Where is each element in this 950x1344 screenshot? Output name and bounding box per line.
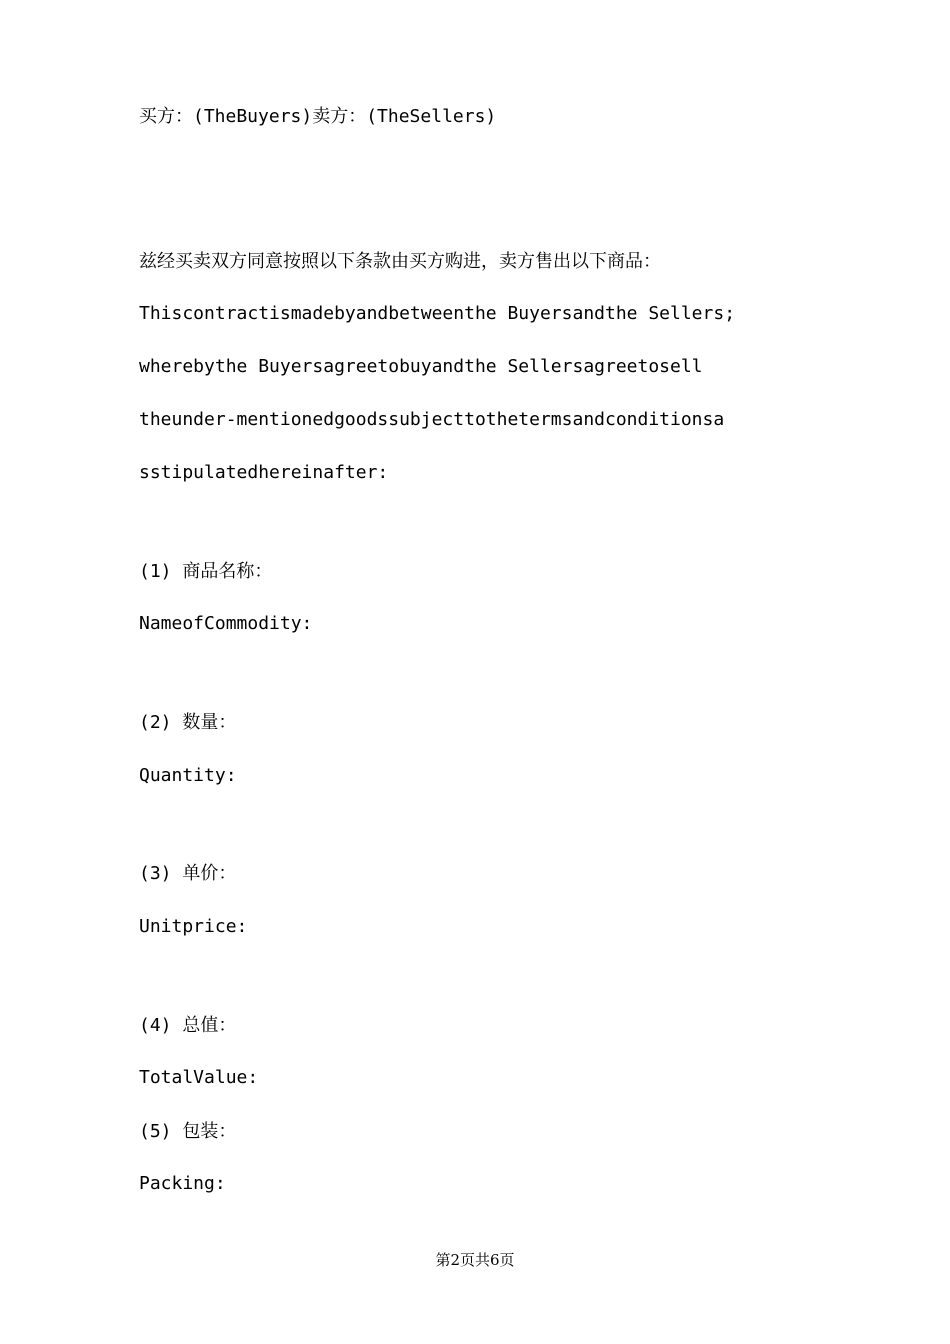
agreement-english-line-3: theunder-mentionedgoodssubjecttothetermsandconditionsa xyxy=(139,409,725,430)
agreement-english-line-1: Thiscontractismadebyandbetweenthe Buyersandthe Sellers; xyxy=(139,303,736,324)
item-commodity-name-cn: (1) 商品名称： xyxy=(139,561,273,582)
page-number-footer: 第2页共6页 xyxy=(435,1251,515,1269)
item-quantity-en: Quantity: xyxy=(139,765,237,786)
item-total-value-cn: (4) 总值： xyxy=(139,1015,237,1036)
item-packing-en: Packing: xyxy=(139,1173,226,1194)
item-quantity-cn: (2) 数量： xyxy=(139,712,237,733)
parties-line: 买方：(TheBuyers)卖方：(TheSellers) xyxy=(139,106,497,127)
item-unit-price-cn: (3) 单价： xyxy=(139,863,237,884)
item-commodity-name-en: NameofCommodity: xyxy=(139,613,313,634)
item-packing-cn: (5) 包装： xyxy=(139,1121,237,1142)
item-unit-price-en: Unitprice: xyxy=(139,916,248,937)
agreement-english-line-4: sstipulatedhereinafter: xyxy=(139,462,389,483)
agreement-english-line-2: wherebythe Buyersagreetobuyandthe Sellersagreetosell xyxy=(139,356,703,377)
agreement-chinese: 兹经买卖双方同意按照以下条款由买方购进，卖方售出以下商品： xyxy=(139,251,661,272)
item-total-value-en: TotalValue: xyxy=(139,1067,259,1088)
